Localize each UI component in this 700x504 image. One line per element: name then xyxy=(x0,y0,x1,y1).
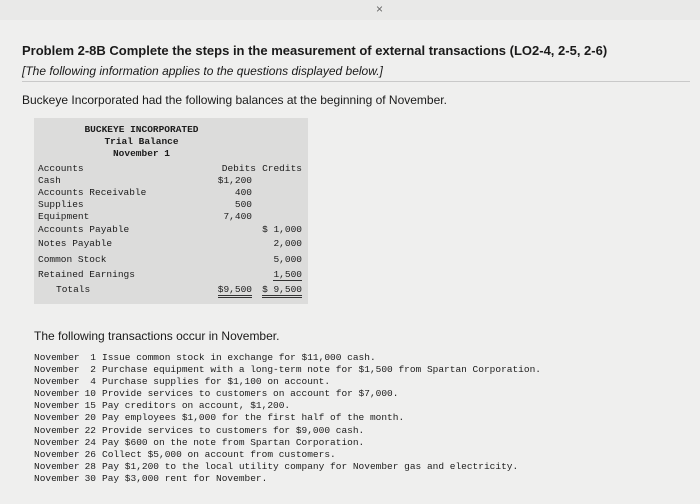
divider xyxy=(22,81,690,82)
list-item xyxy=(34,364,541,376)
transaction-text: Pay $3,000 rent for November. xyxy=(102,472,268,484)
close-icon[interactable]: × xyxy=(376,2,384,16)
credit-value: 2,000 xyxy=(273,238,302,249)
list-item xyxy=(34,473,541,485)
list-item xyxy=(34,412,541,424)
totals-label: Totals xyxy=(56,284,91,295)
table-row xyxy=(34,238,308,251)
transaction-text: Collect $5,000 on account from customers. xyxy=(102,448,336,460)
transaction-day: 10 xyxy=(84,388,96,400)
transaction-day: 15 xyxy=(84,400,96,412)
transaction-day: 26 xyxy=(84,448,96,460)
report-name: Trial Balance xyxy=(104,136,179,147)
transaction-month: November xyxy=(34,436,80,448)
list-item xyxy=(34,461,541,473)
transaction-month: November xyxy=(34,424,80,436)
credit-value: $ 1,000 xyxy=(262,224,302,235)
total-credit: $ 9,500 xyxy=(262,284,302,298)
transactions-intro: The following transactions occur in November. xyxy=(34,329,280,343)
list-item xyxy=(34,352,541,364)
problem-subtitle: [The following information applies to the questions displayed below.] xyxy=(22,64,383,78)
company-name: BUCKEYE INCORPORATED xyxy=(84,124,199,135)
transaction-month: November xyxy=(34,352,80,363)
account-name: Common Stock xyxy=(38,254,107,265)
transaction-month: November xyxy=(34,448,80,460)
list-item xyxy=(34,437,541,449)
trial-balance-table xyxy=(34,118,308,304)
account-name: Accounts Payable xyxy=(38,224,130,235)
credit-value: 1,500 xyxy=(273,269,302,280)
transaction-day: 20 xyxy=(84,412,96,424)
transaction-month: November xyxy=(34,364,80,376)
account-name: Supplies xyxy=(38,199,84,210)
list-item xyxy=(34,388,541,400)
account-name: Cash xyxy=(38,175,61,186)
debits-header: Debits xyxy=(221,163,256,174)
transaction-day: 28 xyxy=(84,460,96,472)
credit-value: 5,000 xyxy=(273,254,302,265)
debit-value: 7,400 xyxy=(223,211,252,222)
list-item xyxy=(34,449,541,461)
report-date: November 1 xyxy=(112,148,170,159)
account-name: Equipment xyxy=(38,211,90,222)
transaction-day: 24 xyxy=(84,436,96,448)
list-item xyxy=(34,376,541,388)
transaction-month: November xyxy=(34,472,80,484)
account-name: Accounts Receivable xyxy=(38,187,147,198)
transaction-month: November xyxy=(34,460,80,472)
top-bar xyxy=(0,0,700,20)
transaction-text: Purchase equipment with a long-term note for $1,500 from Spartan Corporation. xyxy=(102,364,541,376)
transaction-text: Pay employees $1,000 for the first half of the month. xyxy=(102,412,405,424)
table-row xyxy=(34,269,308,282)
debit-value: 500 xyxy=(234,199,252,210)
transactions-list xyxy=(34,352,541,485)
transaction-day: 30 xyxy=(84,472,96,484)
transaction-day: 22 xyxy=(84,424,96,436)
table-row xyxy=(34,211,308,224)
total-debit: $9,500 xyxy=(218,284,252,298)
debit-value: $1,200 xyxy=(217,175,252,186)
account-name: Notes Payable xyxy=(38,238,113,249)
debit-value: 400 xyxy=(234,187,252,198)
transaction-text: Pay creditors on account, $1,200. xyxy=(102,400,291,412)
totals-row xyxy=(34,284,308,297)
account-name: Retained Earnings xyxy=(38,269,135,280)
transaction-month: November xyxy=(34,412,80,424)
transaction-text: Provide services to customers on account for $7,000. xyxy=(102,388,399,400)
transaction-day: 2 xyxy=(90,364,96,376)
list-item xyxy=(34,425,541,437)
transaction-text: Purchase supplies for $1,100 on account. xyxy=(102,376,331,388)
transaction-month: November xyxy=(34,376,80,388)
credits-header: Credits xyxy=(262,163,302,174)
intro-text: Buckeye Incorporated had the following balances at the beginning of November. xyxy=(22,93,447,107)
transaction-day: 1 xyxy=(90,352,96,363)
table-row xyxy=(34,254,308,267)
transaction-text: Pay $600 on the note from Spartan Corporation. xyxy=(102,436,365,448)
transaction-text: Provide services to customers for $9,000 cash. xyxy=(102,424,365,436)
problem-title: Problem 2-8B Complete the steps in the measurement of external transactions (LO2-4, 2-5, 2-6) xyxy=(22,43,608,58)
transaction-month: November xyxy=(34,388,80,400)
list-item xyxy=(34,400,541,412)
transaction-text: Pay $1,200 to the local utility company for November gas and electricity. xyxy=(102,460,519,472)
transaction-text: Issue common stock in exchange for $11,000 cash. xyxy=(102,352,376,363)
transaction-month: November xyxy=(34,400,80,412)
accounts-header: Accounts xyxy=(38,163,84,174)
transaction-day: 4 xyxy=(90,376,96,388)
table-row xyxy=(34,224,308,237)
